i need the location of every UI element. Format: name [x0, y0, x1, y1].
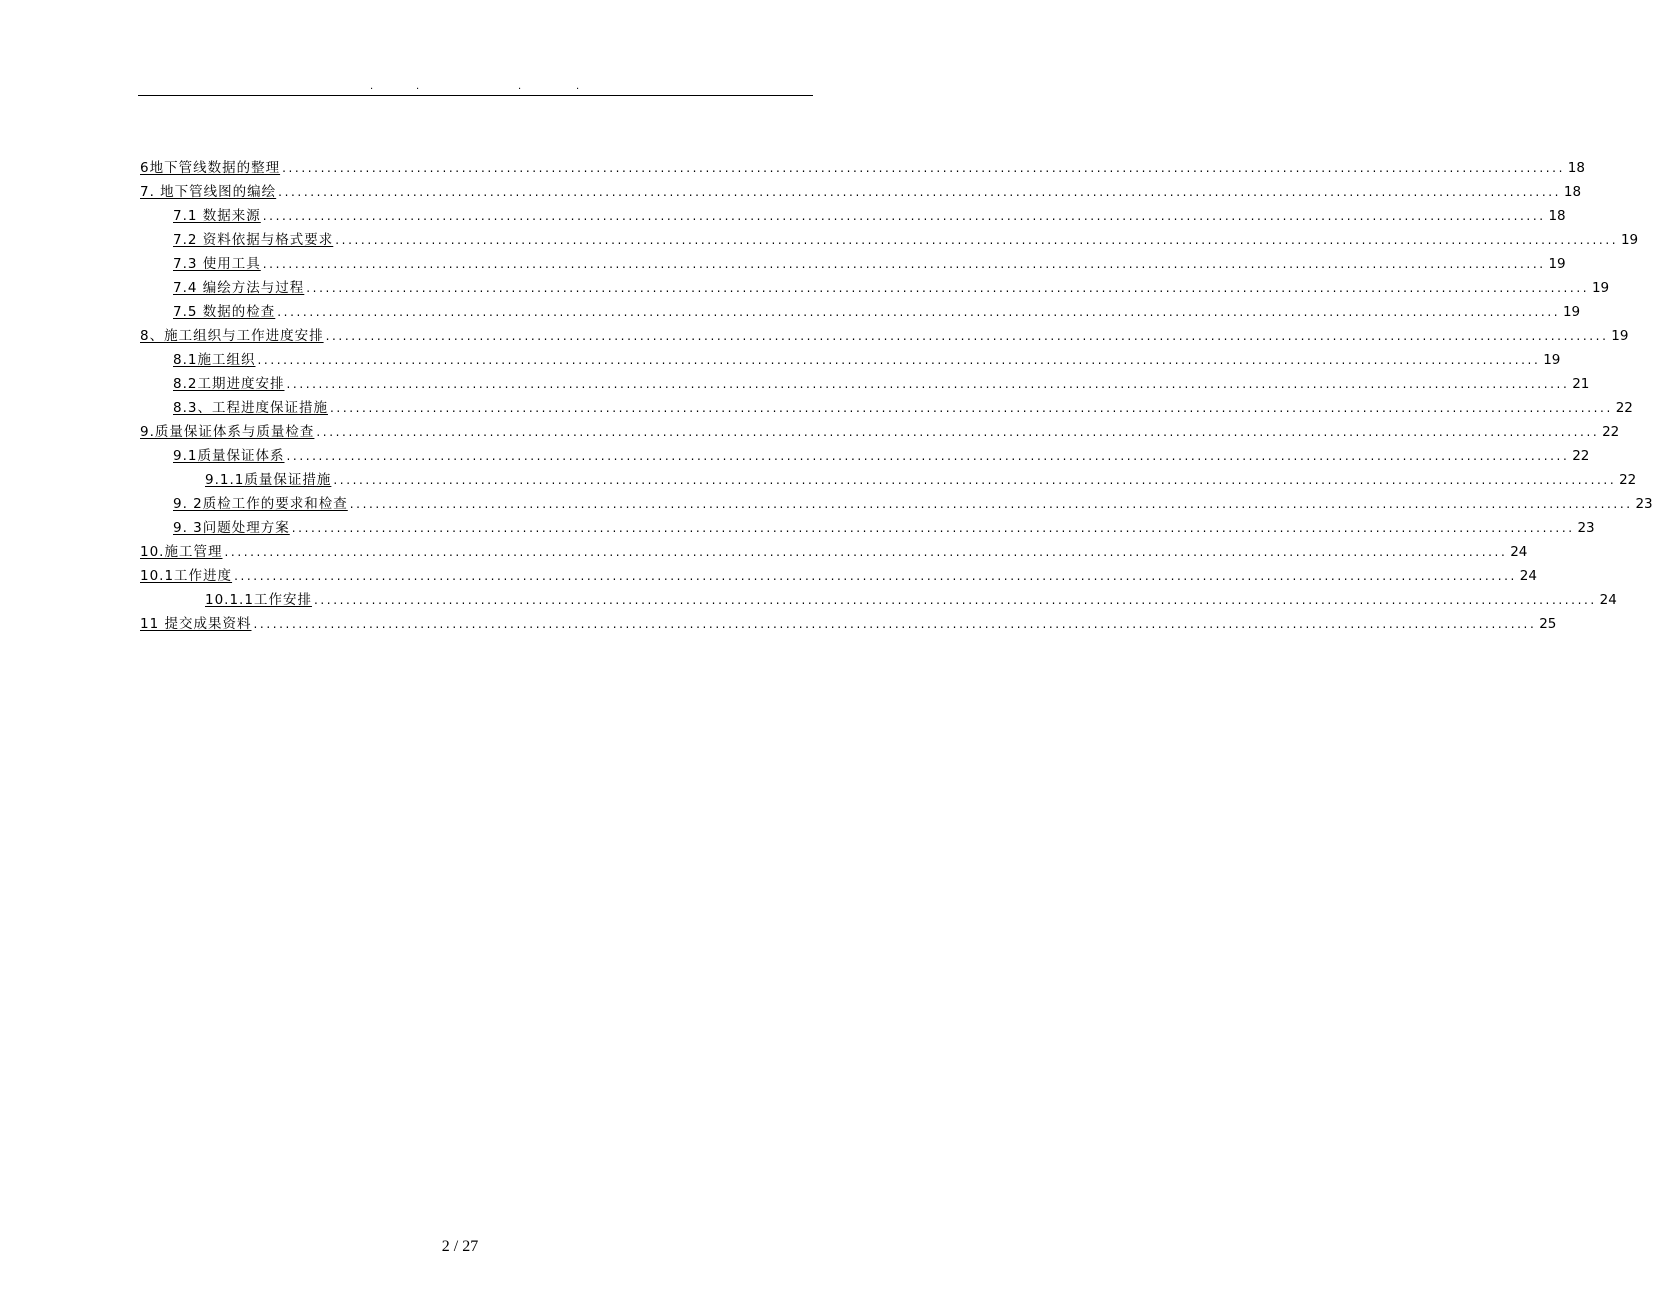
toc-dot-leader: ........................................................................................................................................................................................................: [335, 233, 1619, 247]
toc-page-number: 19: [1620, 232, 1639, 248]
toc-page-number: 21: [1572, 376, 1590, 392]
toc-entry[interactable]: [140, 612, 1557, 636]
toc-entry[interactable]: [140, 492, 1653, 516]
toc-page-number: 18: [1563, 184, 1582, 200]
toc-page-number: 19: [1562, 304, 1581, 320]
toc-page-number: 22: [1602, 424, 1620, 440]
toc-dot-leader: ........................................................................................................................................................................................................: [306, 281, 1590, 295]
toc-entry[interactable]: [140, 516, 1595, 540]
toc-entry-link[interactable]: 7.3 使用工具: [173, 256, 261, 272]
page-number: 2 / 27: [441, 1238, 479, 1255]
toc-page-number: 22: [1619, 472, 1637, 488]
toc-page-number: 24: [1599, 592, 1617, 608]
toc-entry[interactable]: [140, 228, 1639, 252]
toc-entry-link[interactable]: 7.1 数据来源: [173, 208, 261, 224]
toc-dot-leader: ........................................................................................................................................................................................................: [278, 185, 1562, 199]
toc-page-number: 24: [1519, 568, 1537, 584]
toc-dot-leader: ........................................................................................................................................................................................................: [316, 425, 1600, 439]
toc-dot-leader: ........................................................................................................................................................................................................: [286, 377, 1570, 391]
toc-entry-link[interactable]: 8.3、工程进度保证措施: [173, 400, 328, 416]
toc-entry[interactable]: [140, 300, 1581, 324]
header-dot: .: [370, 81, 374, 92]
toc-entry[interactable]: [140, 276, 1610, 300]
toc-dot-leader: ........................................................................................................................................................................................................: [282, 161, 1565, 175]
toc-dot-leader: ........................................................................................................................................................................................................: [286, 449, 1570, 463]
toc-page-number: 25: [1539, 616, 1557, 632]
toc-dot-leader: ........................................................................................................................................................................................................: [224, 545, 1508, 559]
toc-entry[interactable]: [140, 588, 1617, 612]
toc-page-number: 22: [1572, 448, 1590, 464]
page-header-rule: [138, 80, 813, 96]
toc-entry-link[interactable]: 9.质量保证体系与质量检查: [140, 424, 315, 440]
toc-entry-link[interactable]: 9. 3问题处理方案: [173, 520, 290, 536]
toc-entry[interactable]: [140, 348, 1561, 372]
toc-page-number: 19: [1611, 328, 1629, 344]
toc-entry[interactable]: [140, 156, 1585, 180]
toc-page-number: 19: [1543, 352, 1561, 368]
header-dot: .: [416, 81, 420, 92]
toc-entry[interactable]: [140, 180, 1582, 204]
toc-dot-leader: ........................................................................................................................................................................................................: [277, 305, 1561, 319]
toc-entry[interactable]: [140, 372, 1590, 396]
table-of-contents: [140, 156, 1653, 636]
toc-page-number: 22: [1615, 400, 1633, 416]
toc-entry-link[interactable]: 7. 地下管线图的编绘: [140, 184, 277, 200]
toc-page-number: 18: [1548, 208, 1566, 224]
toc-page-number: 18: [1567, 160, 1585, 176]
toc-entry-link[interactable]: 7.5 数据的检查: [173, 304, 276, 320]
toc-dot-leader: ........................................................................................................................................................................................................: [325, 329, 1609, 343]
toc-entry[interactable]: [140, 252, 1566, 276]
toc-entry-link[interactable]: 8、施工组织与工作进度安排: [140, 328, 324, 344]
toc-dot-leader: ........................................................................................................................................................................................................: [349, 497, 1633, 511]
toc-entry[interactable]: [140, 564, 1537, 588]
toc-page-number: 19: [1548, 256, 1566, 272]
toc-entry[interactable]: [140, 324, 1629, 348]
toc-entry-link[interactable]: 10.1.1工作安排: [205, 592, 312, 608]
header-dot: .: [518, 81, 522, 92]
toc-entry-link[interactable]: 7.4 编绘方法与过程: [173, 280, 305, 296]
toc-dot-leader: ........................................................................................................................................................................................................: [262, 257, 1546, 271]
toc-entry-link[interactable]: 8.2工期进度安排: [173, 376, 285, 392]
toc-page-number: 19: [1591, 280, 1610, 296]
toc-dot-leader: ........................................................................................................................................................................................................: [291, 521, 1575, 535]
toc-entry[interactable]: [140, 204, 1566, 228]
toc-entry[interactable]: [140, 396, 1633, 420]
toc-dot-leader: ........................................................................................................................................................................................................: [257, 353, 1541, 367]
toc-entry-link[interactable]: 10.施工管理: [140, 544, 223, 560]
toc-dot-leader: ........................................................................................................................................................................................................: [333, 473, 1617, 487]
toc-entry[interactable]: [140, 420, 1620, 444]
toc-entry-link[interactable]: 9.1质量保证体系: [173, 448, 285, 464]
toc-entry[interactable]: [140, 468, 1637, 492]
toc-dot-leader: ........................................................................................................................................................................................................: [313, 593, 1597, 607]
toc-entry-link[interactable]: 8.1施工组织: [173, 352, 256, 368]
header-dot: .: [576, 81, 580, 92]
toc-entry-link[interactable]: 6地下管线数据的整理: [140, 160, 281, 176]
toc-entry-link[interactable]: 9. 2质检工作的要求和检查: [173, 496, 348, 512]
toc-entry[interactable]: [140, 540, 1528, 564]
toc-page-number: 23: [1635, 496, 1653, 512]
toc-entry-link[interactable]: 11 提交成果资料: [140, 616, 252, 632]
toc-page-number: 23: [1577, 520, 1595, 536]
toc-entry-link[interactable]: 10.1工作进度: [140, 568, 233, 584]
toc-dot-leader: ........................................................................................................................................................................................................: [329, 401, 1613, 415]
toc-entry-link[interactable]: 7.2 资料依据与格式要求: [173, 232, 334, 248]
toc-page-number: 24: [1510, 544, 1528, 560]
toc-entry[interactable]: [140, 444, 1590, 468]
toc-dot-leader: ........................................................................................................................................................................................................: [262, 209, 1546, 223]
toc-entry-link[interactable]: 9.1.1质量保证措施: [205, 472, 332, 488]
toc-dot-leader: ........................................................................................................................................................................................................: [253, 617, 1537, 631]
toc-dot-leader: ........................................................................................................................................................................................................: [234, 569, 1517, 583]
